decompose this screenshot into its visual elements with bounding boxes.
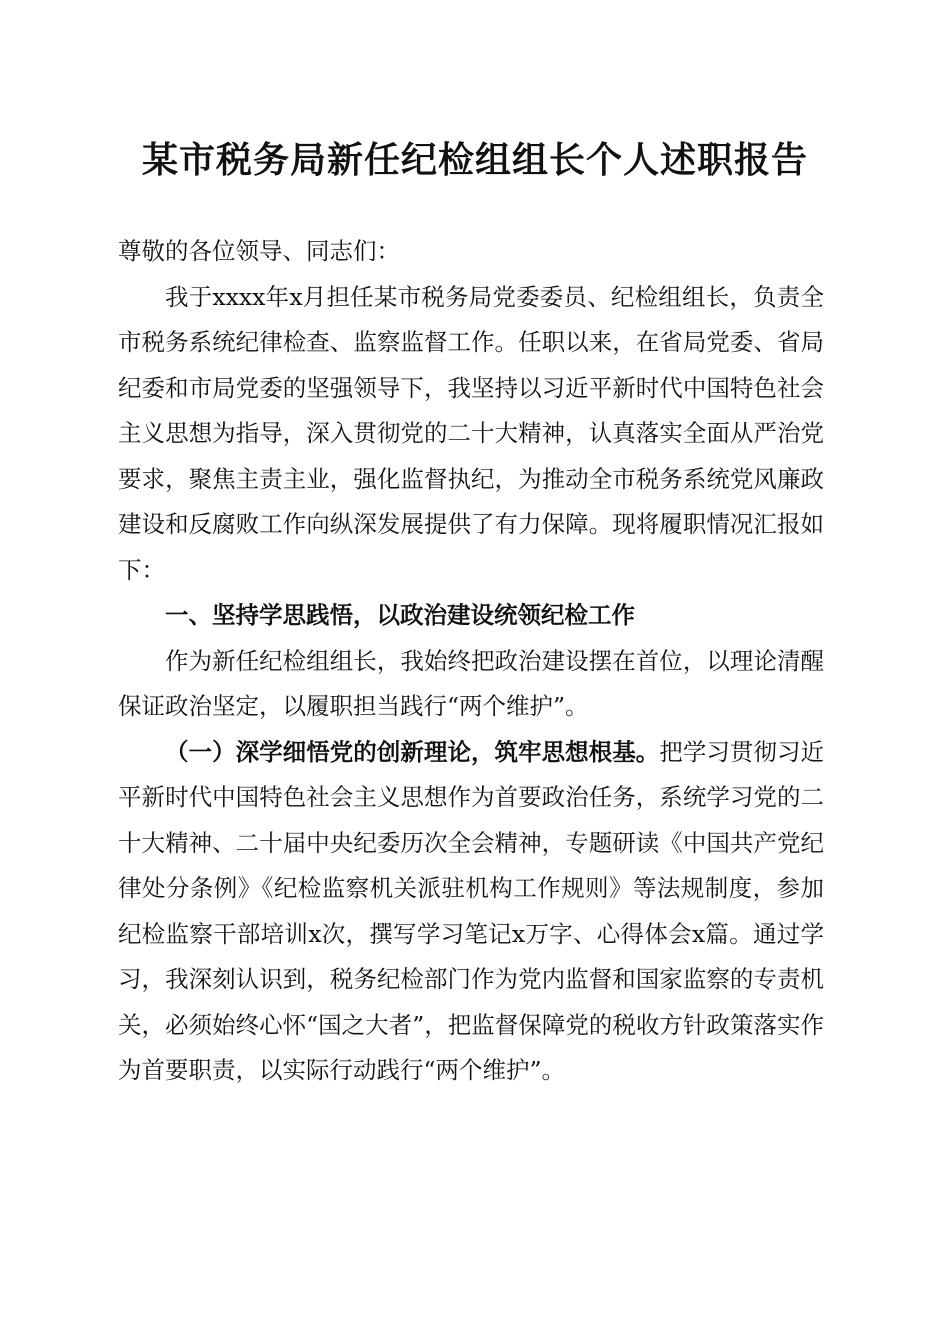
document-title: 某市税务局新任纪检组组长个人述职报告 [141,139,808,181]
section-intro-paragraph: 作为新任纪检组组长，我始终把政治建设摆在首位，以理论清醒保证政治坚定，以履职担当践行“两个维护”。 [118,646,824,720]
subsection-lead: （一）深学细悟党的创新理论，筑牢思想根基。 [165,737,660,766]
section-heading: 一、坚持学思践悟，以政治建设统领纪检工作 [165,601,635,629]
subsection-paragraph [118,730,824,1094]
salutation: 尊敬的各位领导、同志们： [118,237,400,265]
document-body [118,229,824,1094]
subsection-text: 把学习贯彻习近平新时代中国特色社会主义思想作为首要政治任务，系统学习党的二十大精神、二十届中央纪委历次全会精神，专题研读《中国共产党纪律处分条例》《纪检监察机关派驻机构工作规则》等法规制度，参加纪检监察干部培训x次，撰写学习笔记x万字、心得体会x篇。通过学习，我深刻认识到，税务纪检部门作为党内监督和国家监察的专责机关，必须始终心怀“国之大者”，把监督保障党的税收方针政策落实作为首要职责，以实际行动践行“两个维护”。 [118,737,825,1084]
intro-paragraph: 我于xxxx年x月担任某市税务局党委委员、纪检组组长，负责全市税务系统纪律检查、监察监督工作。任职以来，在省局党委、省局纪委和市局党委的坚强领导下，我坚持以习近平新时代中国特色社会主义思想为指导，深入贯彻党的二十大精神，认真落实全面从严治党要求，聚焦主责主业，强化监督执纪，为推动全市税务系统党风廉政建设和反腐败工作向纵深发展提供了有力保障。现将履职情况汇报如下： [118,282,824,584]
